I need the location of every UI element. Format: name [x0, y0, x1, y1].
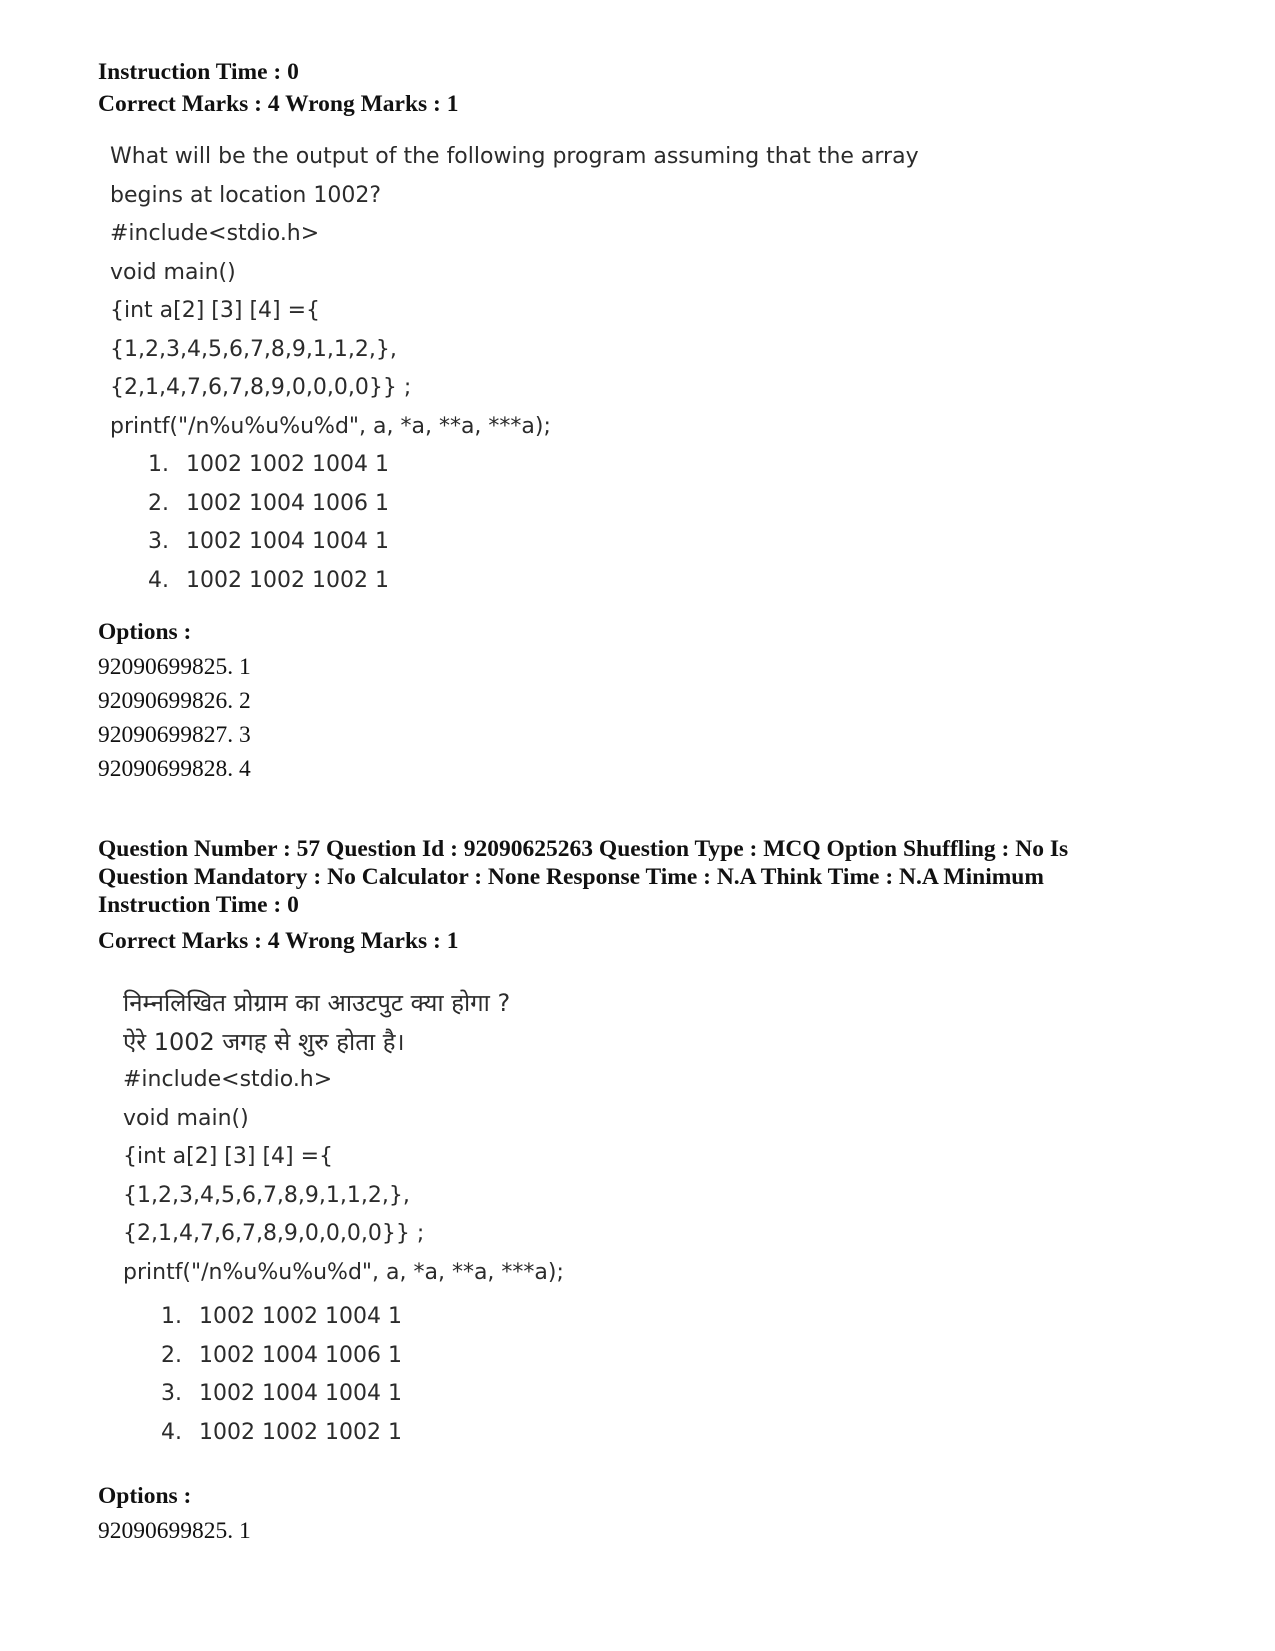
choice-item [123, 1375, 564, 1414]
choice-number: 4. [161, 1419, 182, 1445]
question-marks-top [98, 90, 459, 118]
choice-item [123, 1298, 564, 1337]
choice-number: 4. [148, 567, 169, 593]
options-heading: Options : [98, 1483, 192, 1509]
question-line: What will be the output of the following program assuming that the array [110, 144, 919, 169]
option-row: 92090699825. 1 [98, 1518, 251, 1544]
choice-number: 3. [161, 1381, 182, 1406]
code-line: printf("/n%u%u%u%d", a, *a, **a, ***a); [110, 413, 551, 439]
choice-item [110, 562, 919, 601]
choice-text: 1002 1004 1004 1 [199, 1381, 402, 1406]
question-meta-57 [98, 835, 1068, 919]
question-line: begins at location 1002? [110, 182, 382, 208]
option-row: 92090699828. 4 [98, 756, 251, 782]
choice-number: 1. [161, 1304, 182, 1329]
question-header-line: Question Number : 57 Question Id : 92090625263 Question Type : MCQ Option Shuffling : No Is [98, 836, 1069, 862]
option-row: 92090699825. 1 [98, 654, 251, 680]
question-image-english [110, 138, 919, 600]
choice-item [123, 1414, 564, 1453]
question-header-line: Question Mandatory : No Calculator : None Response Time : N.A Think Time : N.A Minimum [98, 864, 1044, 890]
question-meta-top [98, 58, 299, 86]
option-row: 92090699826. 2 [98, 688, 251, 714]
choice-text: 1002 1002 1004 1 [199, 1304, 402, 1329]
choice-text: 1002 1002 1002 1 [199, 1419, 402, 1445]
option-row: 92090699827. 3 [98, 722, 251, 748]
code-line: printf("/n%u%u%u%d", a, *a, **a, ***a); [123, 1259, 564, 1285]
code-line: {int a[2] [3] [4] ={ [123, 1144, 334, 1169]
question-header-line: Instruction Time : 0 [98, 892, 299, 918]
question-line: ऐरे 1002 जगह से शुरु होता है। [123, 1027, 405, 1056]
code-line: {2,1,4,7,6,7,8,9,0,0,0,0}} ; [123, 1221, 425, 1246]
code-line: {1,2,3,4,5,6,7,8,9,1,1,2,}, [110, 336, 397, 362]
instruction-time: Instruction Time : 0 [98, 59, 299, 85]
code-line: {int a[2] [3] [4] ={ [110, 298, 321, 323]
code-line: #include<stdio.h> [110, 221, 320, 246]
choice-text: 1002 1002 1004 1 [186, 452, 389, 477]
options-list [98, 650, 251, 786]
code-line: void main() [110, 259, 236, 285]
choice-number: 2. [161, 1342, 182, 1368]
code-line: void main() [123, 1105, 249, 1131]
choice-text: 1002 1004 1004 1 [186, 529, 389, 554]
choice-item [123, 1337, 564, 1376]
code-line: #include<stdio.h> [123, 1067, 333, 1092]
choice-item [110, 485, 919, 524]
choice-text: 1002 1002 1002 1 [186, 567, 389, 593]
options-heading: Options : [98, 619, 192, 645]
choice-number: 3. [148, 529, 169, 554]
choice-number: 2. [148, 490, 169, 516]
question-marks-57 [98, 927, 459, 955]
choice-item [110, 523, 919, 562]
marks-line: Correct Marks : 4 Wrong Marks : 1 [98, 91, 459, 117]
choice-text: 1002 1004 1006 1 [186, 490, 389, 516]
question-image-hindi [123, 984, 564, 1452]
choice-item [110, 446, 919, 485]
choice-text: 1002 1004 1006 1 [199, 1342, 402, 1368]
marks-line: Correct Marks : 4 Wrong Marks : 1 [98, 928, 459, 954]
choice-number: 1. [148, 452, 169, 477]
question-line: निम्नलिखित प्रोग्राम का आउटपुट क्या होगा ? [123, 989, 511, 1017]
options-list [98, 1514, 251, 1548]
code-line: {1,2,3,4,5,6,7,8,9,1,1,2,}, [123, 1182, 410, 1208]
code-line: {2,1,4,7,6,7,8,9,0,0,0,0}} ; [110, 375, 412, 400]
